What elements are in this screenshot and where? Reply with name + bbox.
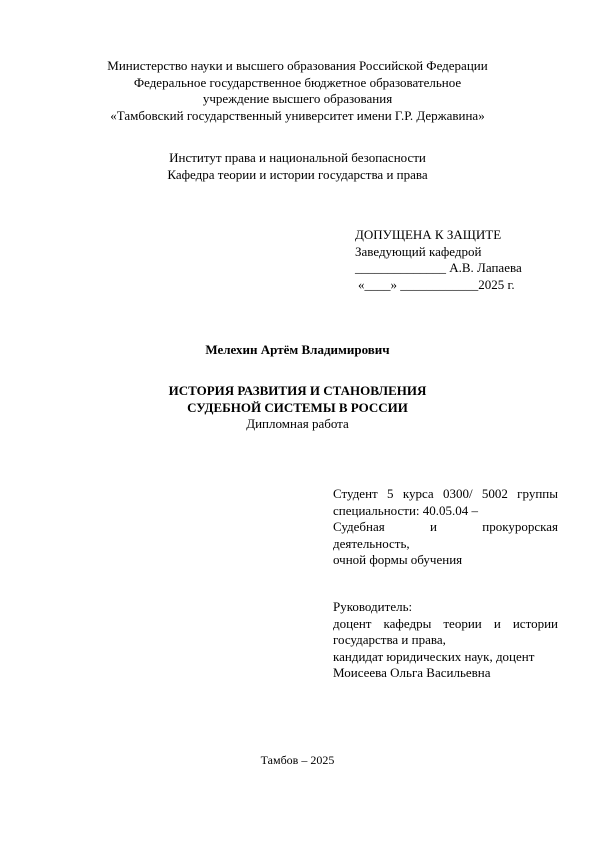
supervisor-word: истории xyxy=(512,615,558,631)
student-word: Судебная xyxy=(333,519,385,534)
supervisor-word: и xyxy=(493,615,501,631)
approval-block xyxy=(355,227,555,293)
author-name: Мелехин Артём Владимирович xyxy=(205,342,390,357)
supervisor-word: доцент xyxy=(333,615,372,631)
student-line-2: специальности: 40.05.04 – xyxy=(333,502,479,518)
student-line-4: деятельность, xyxy=(333,535,410,551)
student-word: группы xyxy=(517,486,558,501)
institution-type-cont: учреждение высшего образования xyxy=(202,91,393,106)
supervisor-line-1 xyxy=(333,616,558,633)
approval-title: ДОПУЩЕНА К ЗАЩИТЕ xyxy=(355,227,502,242)
student-word: курса xyxy=(402,486,434,501)
supervisor-label: Руководитель: xyxy=(333,599,413,614)
institute-name: Институт права и национальной безопасности xyxy=(169,150,426,165)
student-line-1 xyxy=(333,486,558,503)
student-word: Студент xyxy=(333,486,378,501)
approval-signature: ______________ А.В. Лапаева xyxy=(355,260,522,275)
university-name: «Тамбовский государственный университет имени Г.Р. Державина» xyxy=(110,107,485,123)
student-word: 5 xyxy=(387,486,394,501)
thesis-title-line-2: СУДЕБНОЙ СИСТЕМЫ В РОССИИ xyxy=(187,399,408,415)
supervisor-name: Моисеева Ольга Васильевна xyxy=(333,665,491,680)
ministry-name: Министерство науки и высшего образования Российской Федерации xyxy=(107,58,488,73)
institute-block xyxy=(0,150,595,183)
thesis-title xyxy=(0,383,595,416)
ministry-header xyxy=(0,58,595,124)
approval-position: Заведующий кафедрой xyxy=(355,243,482,259)
student-word: прокурорская xyxy=(482,519,558,534)
student-word: и xyxy=(430,519,437,534)
supervisor-line-2: государства и права, xyxy=(333,632,446,647)
supervisor-line-3: кандидат юридических наук, доцент xyxy=(333,648,535,664)
student-line-3 xyxy=(333,519,558,536)
institution-type: Федеральное государственное бюджетное образовательное xyxy=(133,74,462,90)
supervisor-block xyxy=(333,599,558,682)
approval-date: «____» ____________2025 г. xyxy=(358,276,515,292)
work-type: Дипломная работа xyxy=(246,416,349,431)
student-word: 0300/ xyxy=(442,486,473,501)
student-line-5: очной формы обучения xyxy=(333,552,463,567)
student-block xyxy=(333,486,558,569)
department-name: Кафедра теории и истории государства и права xyxy=(167,166,428,182)
thesis-title-line-1: ИСТОРИЯ РАЗВИТИЯ И СТАНОВЛЕНИЯ xyxy=(168,383,427,398)
student-word: 5002 xyxy=(481,486,508,501)
supervisor-word: кафедры xyxy=(383,615,432,631)
supervisor-word: теории xyxy=(443,615,482,631)
city-year-footer: Тамбов – 2025 xyxy=(260,753,335,767)
